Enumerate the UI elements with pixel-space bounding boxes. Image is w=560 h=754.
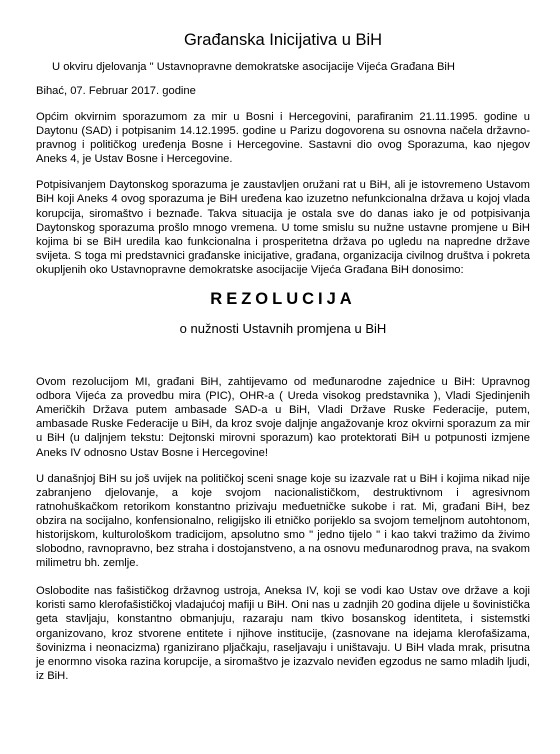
resolution-paragraph-1: Ovom rezolucijom MI, građani BiH, zahtijevamo od međunarodne zajednice u BiH: Upravnog odbora Vijeća za provedbu mira (PIC), OHR-a ( Ureda visokog predstavnika ), Vladi Sjedinjenih Američkih Država putem ambasade SAD-a u BiH, Vladi Države Ruske Federacije, putem, ambasade Ruske Federacije u BiH, da kroz svoje daljnje angažovanje kroz okvirni sporazum za mir u BiH (u daljnjem tekstu: Dejtonski mirovni sporazum) kao protektorati BiH u potpunosti izmjene Aneks IV odnosno Ustav Bosne i Hercegovine! [36,376,530,459]
intro-paragraph-2: Potpisivanjem Daytonskog sporazuma je zaustavljen oružani rat u BiH, ali je istovremeno Ustavom BiH koji Aneks 4 ovog sporazuma je BiH uređena kao izuzetno nefunkcionalna država u kojoj vlada korupcija, siromaštvo i beznađe. Takva situacija je ostala sve do danas iako je od potpisivanja Daytonskog sporazuma prošlo mnogo vremena. U tome smislu su nužne ustavne promjene u BiH kojima bi se BiH uredila kao funkcionalna i prosperitetna država po ugledu na napredne države svijeta. S toga mi predstavnici građanske inicijative, građana, organizacija civilnog društva i pokreta okupljenih oko Ustavnopravne demokratske asocijacije Vijeća Građana BiH donosimo: [36,179,530,276]
document-date: Bihać, 07. Februar 2017. godine [36,85,196,97]
resolution-subheading: o nužnosti Ustavnih promjena u BiH [179,321,387,337]
resolution-paragraph-3: Oslobodite nas fašističkog državnog ustroja, Aneksa IV, koji se vodi kao Ustav ove države a koji koristi samo klerofašističkoj vladajućoj mafiji u BiH. Oni nas u zadnjih 20 godina dijele u šovinistička geta stavljaju, konstantno obmanjuju, razaraju nam tkivo bosanskog identiteta, i sistemstki organizovano, kroz stvorene entitete i njihove institucije, (zasnovane na idejama klerofašizama, šovinizma i neonacizma) rganizirano pljačkaju, raseljavaju i uništavaju. U BiH vlada mrak, prisutna je enormno visoka razina korupcije, a siromaštvo je izazvalo neviđen egzodus ne samo mladih ljudi, iz BiH. [36,585,530,682]
document-subtitle: U okviru djelovanja " Ustavnopravne demokratske asocijacije Vijeća Građana BiH [52,61,455,73]
resolution-heading: REZOLUCIJA [210,290,356,309]
intro-paragraph-1: Općim okvirnim sporazumom za mir u Bosni i Hercegovini, parafiranim 21.11.1995. godine u Daytonu (SAD) i potpisanim 14.12.1995. godine u Parizu dogovorena su osnovna načela državno-pravnog i političkog uređenja Bosne i Hercegovine. Sastavni dio ovog Sporazuma, kao njegov Aneks 4, je Ustav Bosne i Hercegovine. [36,111,530,166]
resolution-paragraph-2: U današnjoj BiH su još uvijek na političkoj sceni snage koje su izazvale rat u BiH i kojima nikad nije zabranjeno djelovanje, a koje svojom nacionalističkom, destruktivnom i agresivnom ratnohuškačkom retorikom konstantno prizivaju međuetničke sukobe i rat. Mi, građani BiH, bez obzira na socijalno, konfensionalno, religijsko ili etničko porijeklo sa svojom temeljnom autohtonom, historijskom, kulturološkom tradicijom, apsolutno smo " jedno tijelo " i kao takvi tražimo da živimo slobodno, ravnopravno, bez straha i dostojanstveno, a na osnovu međunarodnog prava, na svakom milimetru bh. zemlje. [36,472,530,570]
document-title: Građanska Inicijativa u BiH [183,31,383,49]
